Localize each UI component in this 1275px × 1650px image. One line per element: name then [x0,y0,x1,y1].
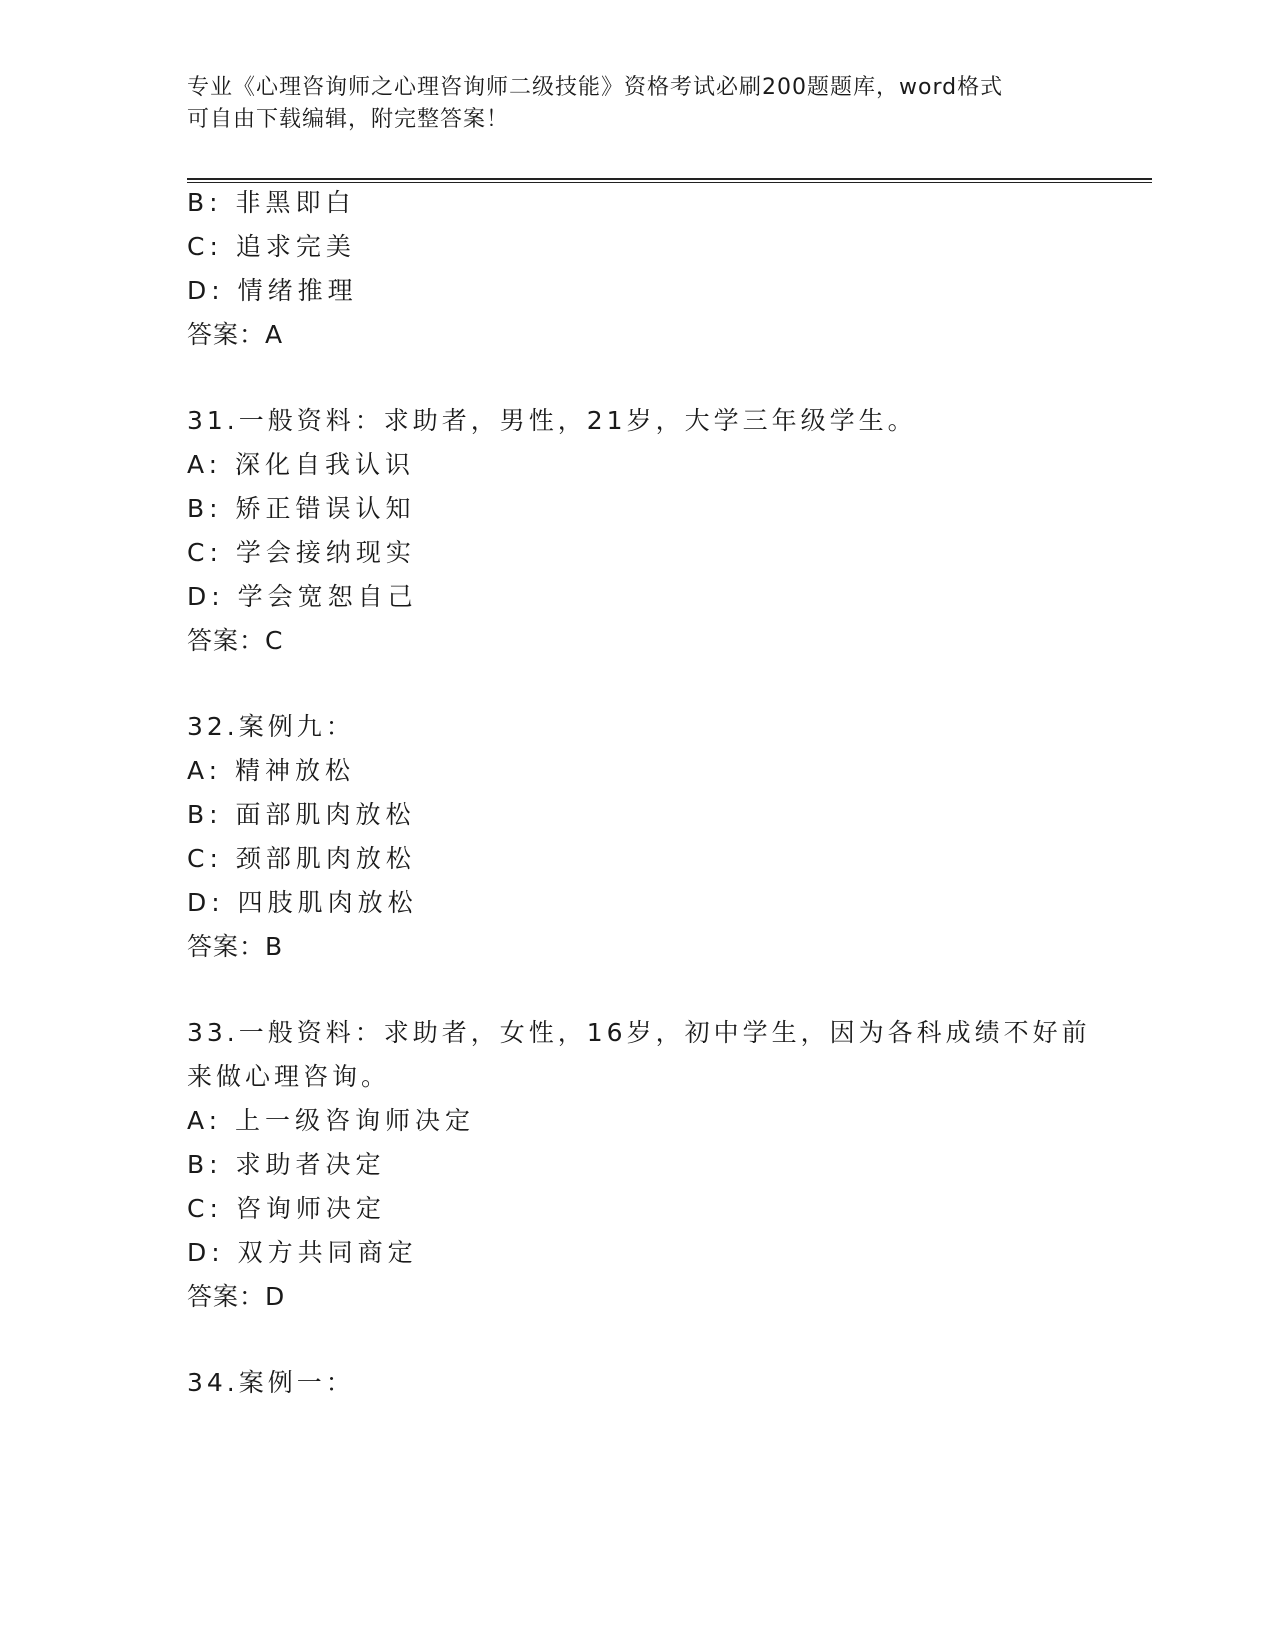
header-line-1: 专业《心理咨询师之心理咨询师二级技能》资格考试必刷200题题库，word格式 [187,75,1004,100]
question-31-option-a: A: 深化自我认识 [187,450,416,479]
question-34: 34.案例一： [187,1368,355,1397]
question-33-option-b: B: 求助者决定 [187,1150,386,1179]
option-b: B: 非黑即白 [187,188,356,217]
question-31-option-b: B: 矫正错误认知 [187,494,416,523]
page-header [187,72,1087,136]
question-32-option-d: D: 四肢肌肉放松 [187,888,418,917]
question-33-option-a: A: 上一级咨询师决定 [187,1106,476,1135]
question-33-line-2: 来做心理咨询。 [187,1062,391,1091]
question-32-option-b: B: 面部肌肉放松 [187,800,416,829]
question-31-answer: 答案：C [187,626,284,655]
question-33-answer: 答案：D [187,1282,286,1311]
answer: 答案：A [187,320,284,349]
option-d: D: 情绪推理 [187,276,358,305]
header-line-2: 可自由下载编辑，附完整答案！ [187,107,510,132]
question-31-option-d: D: 学会宽恕自己 [187,582,418,611]
question-32-answer: 答案：B [187,932,284,961]
question-33-line-1: 33.一般资料：求助者，女性，16岁，初中学生，因为各科成绩不好前 [187,1018,1091,1047]
question-32-option-c: C: 颈部肌肉放松 [187,844,416,873]
header-divider [187,178,1152,183]
question-31: 31.一般资料：求助者，男性，21岁，大学三年级学生。 [187,406,917,435]
question-33-option-d: D: 双方共同商定 [187,1238,418,1267]
question-32-option-a: A: 精神放松 [187,756,356,785]
question-33-option-c: C: 咨询师决定 [187,1194,386,1223]
option-c: C: 追求完美 [187,232,356,261]
question-31-option-c: C: 学会接纳现实 [187,538,416,567]
question-32: 32.案例九： [187,712,355,741]
